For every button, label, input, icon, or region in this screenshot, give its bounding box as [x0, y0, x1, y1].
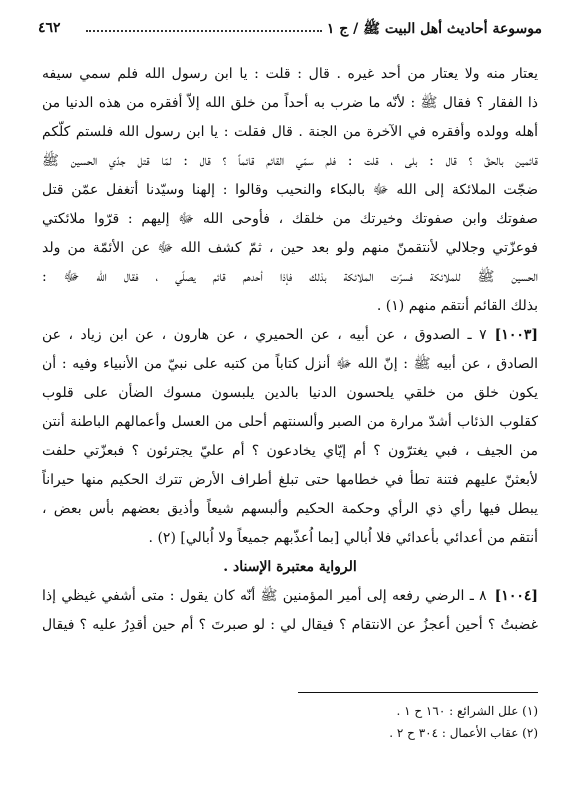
- text-line: [42, 350, 538, 379]
- line-text: يكون خلق من خلقي يلحسون الدنيا بالدين يلبسون مسوك الضأن على قلوب: [42, 385, 538, 401]
- line-text: ضجّت الملائكة إلى الله ﷻ بالبكاء والنحيب وقالوا : إلهنا وسيّدنا أتغفل عمّن قتل: [42, 182, 538, 198]
- text-line: [42, 263, 538, 292]
- line-text: غضبتُ ؟ أحين أعجزُ عن الانتقام ؟ فيقال لي : لو صبرتَ ؟ أم حين أقدِرُ عليه ؟ فيقال: [42, 617, 538, 633]
- text-line: [42, 89, 538, 118]
- text-line: [42, 611, 538, 640]
- hadith-number: [١٠٠٤]: [494, 588, 538, 604]
- line-text: الصادق ، عن أبيه ﷺ : إنّ الله ﷻ أنزل كتاباً من كتبه على نبيّ من الأنبياء وفيه : أن: [42, 356, 538, 372]
- main-text: [42, 60, 538, 640]
- footnote: (١) علل الشرائع : ١٦٠ ح ١ .: [396, 704, 538, 718]
- text-line: [42, 205, 538, 234]
- text-line: [42, 379, 538, 408]
- page-header: [38, 18, 542, 44]
- line-text: أهله وولده وأفقره في الآخرة من الجنة . قال فقلت : يا ابن رسول الله فلستم كلّكم: [42, 124, 538, 140]
- line-text: بذلك القائم أنتقم منهم (١) .: [376, 298, 538, 314]
- line-text: صفوتك وابن صفوتك وخيرتك من خلقك ، فأوحى الله ﷻ إليهم : قرّوا ملائكتي: [42, 211, 538, 227]
- line-text: ذا الفقار ؟ فقال ﷺ : لأنّه ما ضرب به أحداً من خلق الله إلاّ أفقره من هذه الدنيا من: [42, 95, 538, 111]
- text-line: [42, 321, 538, 350]
- text-line: [42, 437, 538, 466]
- running-title: موسوعة أحاديث أهل البيت ﷺ / ج ١: [326, 21, 542, 37]
- text-line: [42, 553, 538, 582]
- line-text: فوعزّتي وجلالي لأنتقمنّ منهم ولو بعد حين ، ثمّ كشف الله ﷻ عن الأئمّة من ولد: [42, 240, 538, 256]
- footnote: (٢) عقاب الأعمال : ٣٠٤ ح ٢ .: [389, 726, 538, 740]
- text-line: [42, 495, 538, 524]
- hadith-number: [١٠٠٣]: [494, 327, 538, 343]
- footnote-separator: [298, 692, 538, 693]
- line-text: ٨ ـ الرضي رفعه إلى أمير المؤمنين ﷺ أنّه كان يقول : متى أشفي غيظي إذا: [42, 588, 487, 604]
- text-line: [42, 408, 538, 437]
- line-text: قائمين بالحقّ ؟ قال : بلى ، قلت : فلم سمّي القائم قائماً ؟ قال : لمّا قتل جدّي الحسين ﷺ: [42, 153, 538, 169]
- text-line: [42, 60, 538, 89]
- text-line: [42, 524, 538, 553]
- line-text: من الجيف ، فبي يغترّون ؟ أم إيّاي يخادعون ؟ أم عليّ يجترئون ؟ فبعزّتي حلفت: [42, 443, 538, 459]
- line-text: لأبعثنّ عليهم فتنة تطأ في خطامها حتى تبلغ أطراف الأرض تترك الحكيم منها حيراناً: [42, 472, 538, 488]
- footnotes: [42, 700, 538, 744]
- text-line: [42, 234, 538, 263]
- line-text: كقلوب الذئاب أشدّ مرارة من الصبر وألسنتهم أحلى من العسل وأعمالهم الباطنة أنتن: [42, 414, 538, 430]
- line-text: ٧ ـ الصدوق ، عن أبيه ، عن الحميري ، عن هارون ، عن ابن زياد ، عن: [42, 327, 487, 343]
- text-line: [42, 176, 538, 205]
- text-line: [42, 292, 538, 321]
- text-line: [42, 118, 538, 147]
- line-text: الحسين ﷺ للملائكة فسرّت الملائكة بذلك فإذا أحدهم قائم يصلّي ، فقال الله ﷻ :: [42, 269, 538, 285]
- text-line: [42, 466, 538, 495]
- text-line: [42, 147, 538, 176]
- line-text: الرواية معتبرة الإسناد .: [223, 559, 357, 575]
- text-line: [42, 582, 538, 611]
- page-number: ٤٦٢: [38, 20, 61, 36]
- header-dotted-rule: [86, 30, 322, 32]
- line-text: يعتار منه ولا يعتار من أحد غيره . قال : قلت : يا ابن رسول الله فلم سمي سيفه: [42, 66, 538, 82]
- line-text: أنتقم من أعدائي بأعدائي فلا اُبالي [بما اُعذّبهم جميعاً ولا اُبالي] (٢) .: [148, 530, 538, 546]
- line-text: يبطل فيها رأي ذي الرأي وحكمة الحكيم وألبسهم شيعاً وأذيق بعضهم بأس بعض ،: [42, 501, 538, 517]
